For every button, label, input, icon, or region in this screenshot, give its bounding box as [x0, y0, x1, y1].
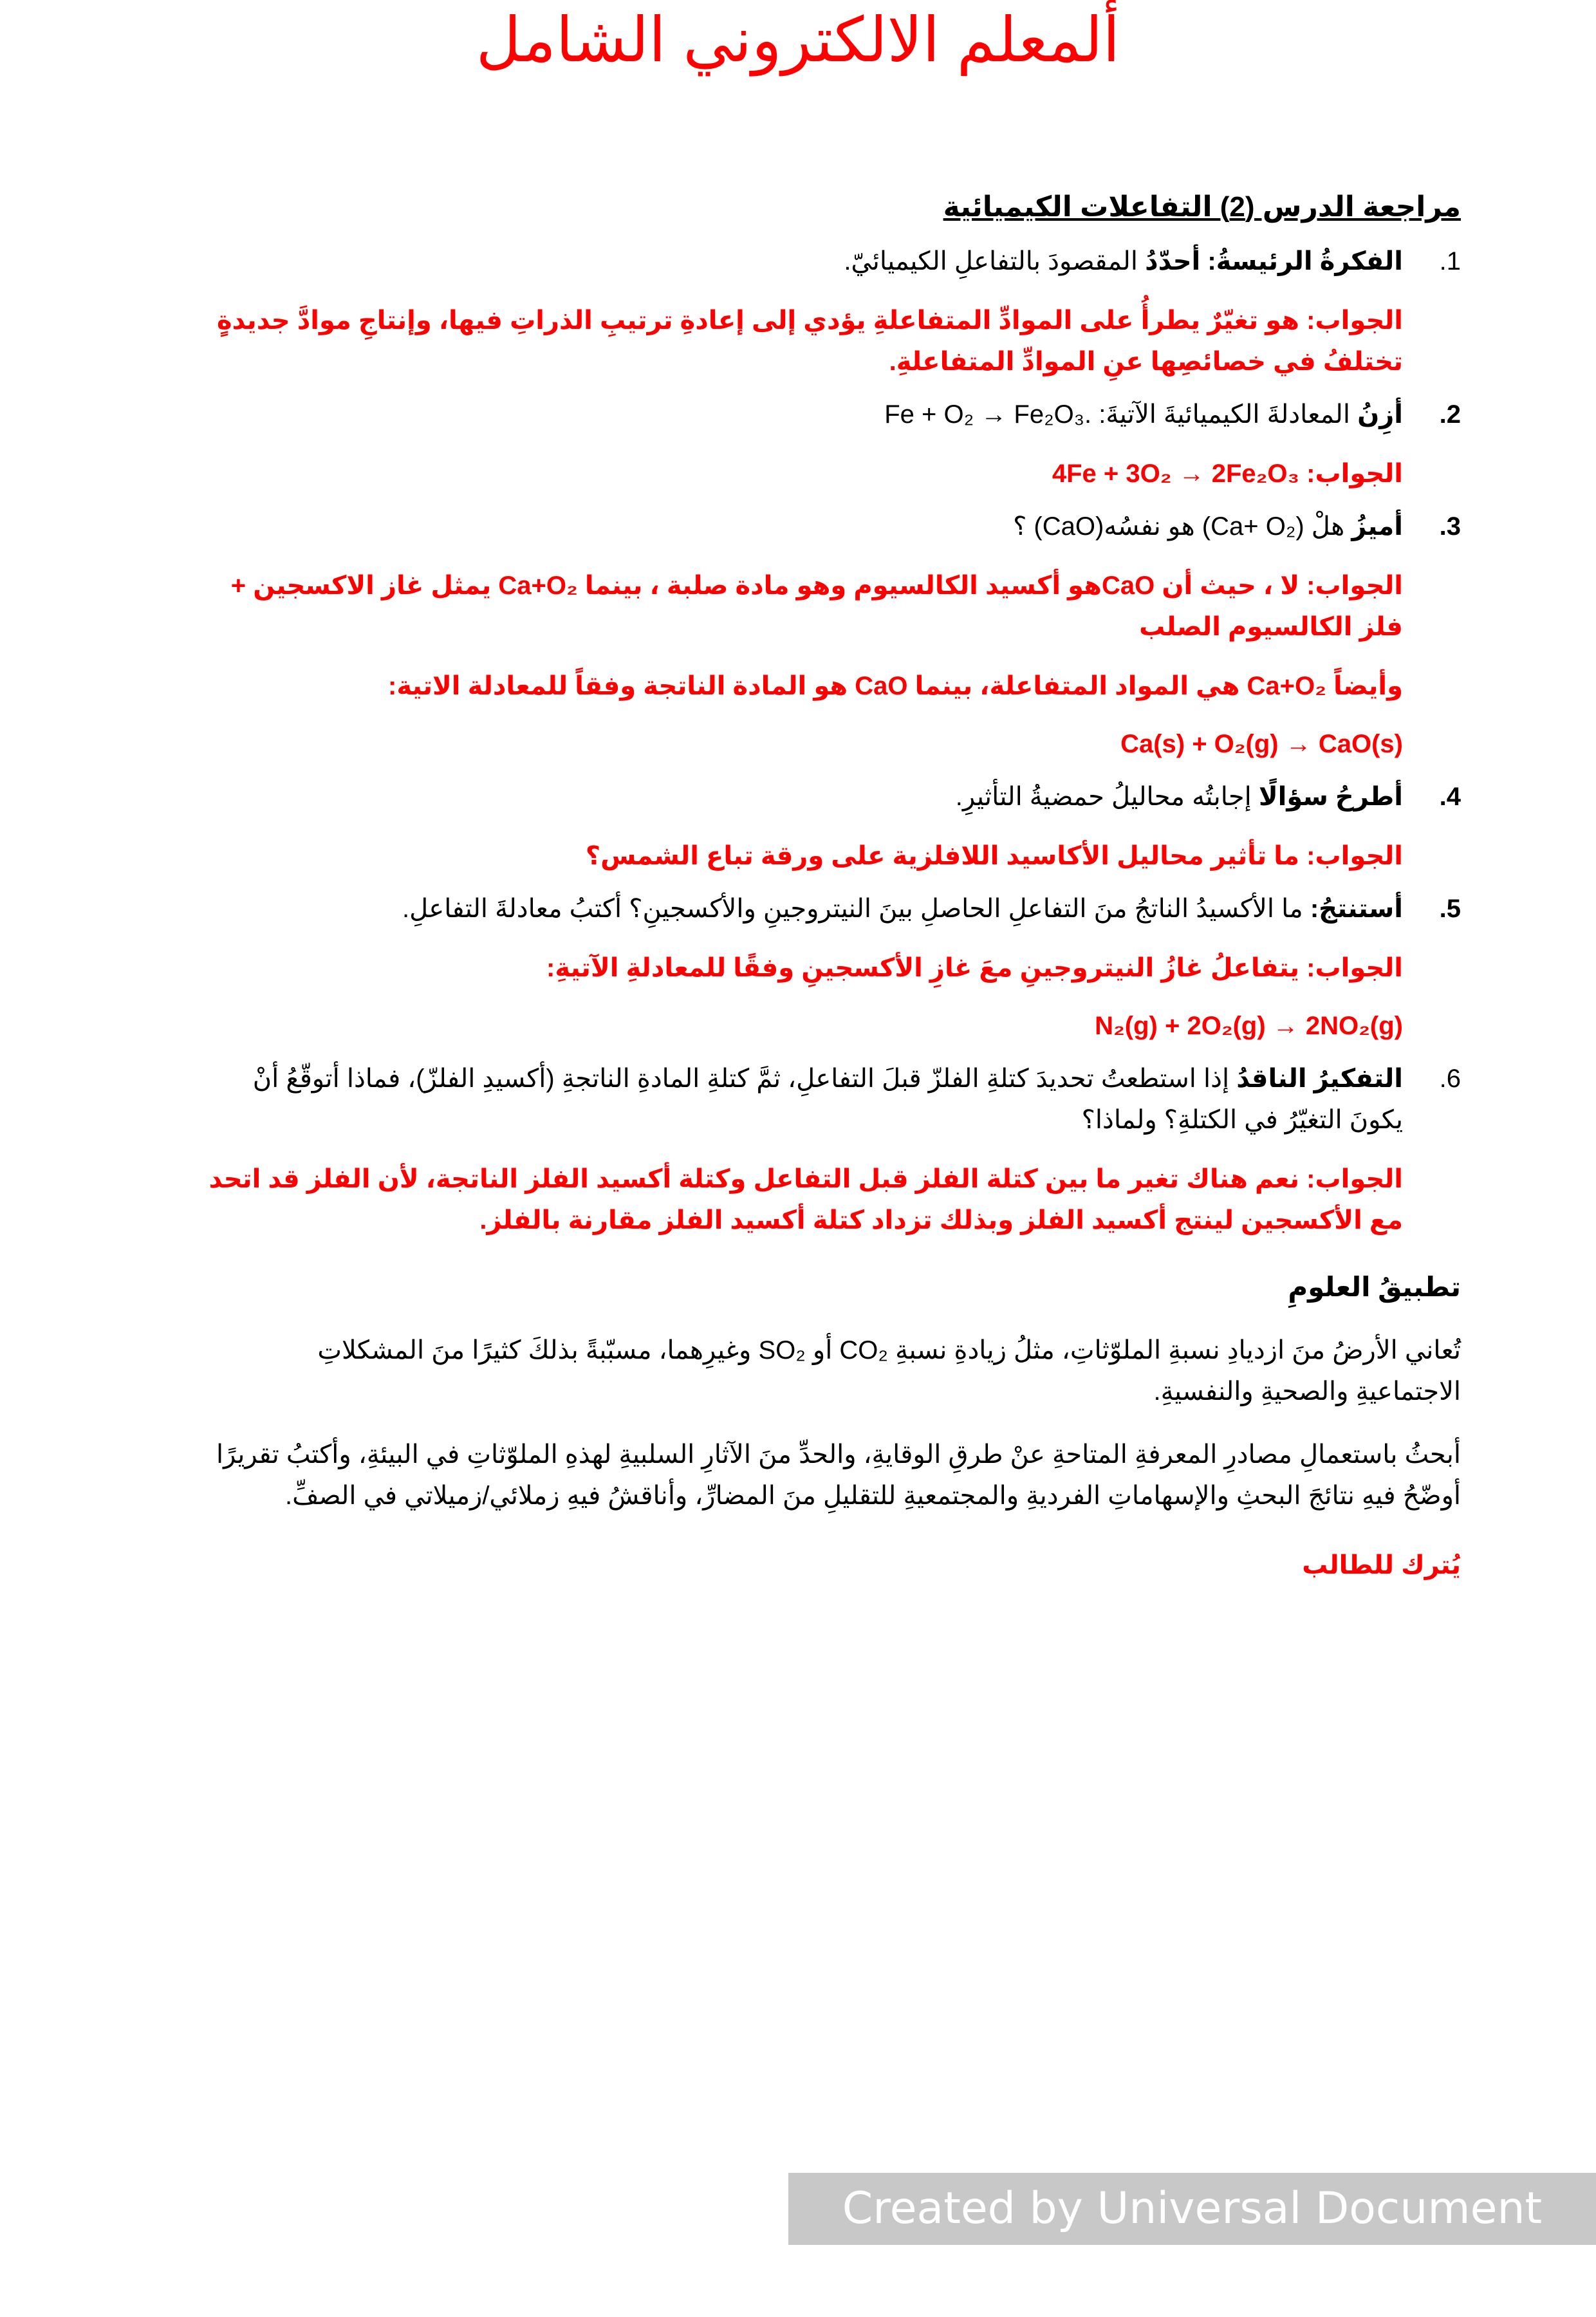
answer-1: الجواب: هو تغيّرٌ يطرأُ على الموادِّ المتفاعلةِ يؤدي إلى إعادةِ ترتيبِ الذراتِ فيها، وإنتاجِ موادَّ جديدةٍ تختلفُ في خصائصِها عنِ الموادِّ المتفاعلةِ.: [216, 306, 1403, 376]
question-6: [206, 1058, 1461, 1140]
equation: Fe + O₂ → Fe₂O₃.: [884, 400, 1092, 429]
application-paragraph: أبحثُ باستعمالِ مصادرِ المعرفةِ المتاحةِ عنْ طرقِ الوقايةِ، والحدِّ منَ الآثارِ السلبيةِ لهذهِ الملوّثاتِ في البيئةِ، وأكتبُ تقريرًا أوضّحُ فيهِ نتائجَ البحثِ والإسهاماتِ الفرديةِ والمجتمعيةِ للتقليلِ منَ المضارِّ، وأناقشُ فيهِ زملائي/زميلاتي في الصفِّ.: [216, 1440, 1461, 1510]
application-paragraph: تُعاني الأرضُ منَ ازديادِ نسبةِ الملوّثاتِ، مثلُ زيادةِ نسبةِ CO₂ أو SO₂ وغيرِهما، مسبّبةً بذلكَ كثيرًا منَ المشكلاتِ الاجتماعيةِ والصحيةِ والنفسيةِ.: [317, 1336, 1461, 1406]
question-number: .2: [1439, 400, 1461, 429]
question-text: [206, 776, 1403, 817]
equation: CaO: [1042, 512, 1095, 541]
answer-equation-text: N₂(g) + 2O₂(g) → 2NO₂(g): [1095, 1012, 1403, 1040]
question-number: .3: [1439, 512, 1461, 541]
answer-4: الجواب: ما تأثير محاليل الأكاسيد اللافلزية على ورقة تباع الشمس؟: [585, 842, 1403, 870]
question-text: [206, 506, 1403, 547]
question-text: [206, 394, 1403, 435]
application-title: تطبيقُ العلومِ: [1288, 1272, 1461, 1302]
question-lead: أزِنُ: [1357, 400, 1403, 429]
section-heading: مراجعة الدرس (2) التفاعلات الكيميائية: [943, 191, 1461, 223]
question-body: إجابتُه محاليلُ حمضيةُ التأثيرِ.: [955, 783, 1259, 811]
answer-3a: الجواب: لا ، حيث أن CaOهو أكسيد الكالسيوم وهو مادة صلبة ، بينما Ca+O₂ يمثل غاز الاكسجين + فلز الكالسيوم الصلب: [230, 572, 1403, 641]
answer-label: الجواب:: [1299, 460, 1403, 488]
question-3: [206, 506, 1461, 547]
question-2: [206, 394, 1461, 435]
answer-equation: [206, 1005, 1461, 1047]
question-lead: الفكرةُ الرئيسةُ: أحدّدُ: [1145, 247, 1403, 275]
question-lead: التفكيرُ الناقدُ: [1236, 1065, 1403, 1093]
question-number: .4: [1439, 783, 1461, 811]
watermark: Created by Universal Document Converter: [788, 2173, 1596, 2245]
question-body: المقصودَ بالتفاعلِ الكيميائيّ.: [844, 247, 1146, 275]
question-text: [206, 241, 1403, 282]
answer-equation-text: Ca(s) + O₂(g) → CaO(s): [1120, 730, 1403, 758]
question-body: هلْ (: [1295, 512, 1352, 541]
lesson-review: [206, 187, 1461, 1586]
question-text: [206, 888, 1403, 929]
page-title: ألمعلم الالكتروني الشامل: [476, 6, 1120, 75]
answer-2: [206, 453, 1461, 494]
question-lead: أستنتجُ:: [1310, 895, 1403, 923]
question-body: المعادلةَ الكيميائيةَ الآتيةَ:: [1091, 400, 1358, 429]
question-4: [206, 776, 1461, 817]
question-text: [206, 1058, 1403, 1140]
question-1: [206, 241, 1461, 282]
equation: Ca+ O₂: [1211, 512, 1296, 541]
answer-6: الجواب: نعم هناك تغير ما بين كتلة الفلز قبل التفاعل وكتلة أكسيد الفلز الناتجة، لأن الفلز قد اتحد مع الأكسجين لينتج أكسيد الفلز وبذلك تزداد كتلة أكسيد الفلز مقارنة بالفلز.: [209, 1165, 1403, 1234]
answer-equation: [206, 723, 1461, 765]
answer-equation: 4Fe + 3O₂ → 2Fe₂O₃: [1052, 460, 1300, 488]
student-note: يُترك للطالب: [1302, 1551, 1461, 1579]
question-body: إذا استطعتُ تحديدَ كتلةِ الفلزّ قبلَ التفاعلِ، ثمَّ كتلةِ المادةِ الناتجةِ (أكسيدِ الفلزّ)، فماذا أتوقّعُ أنْ يكونَ التغيّرُ في الكتلةِ؟ ولماذا؟: [252, 1065, 1403, 1134]
question-number: .5: [1439, 895, 1461, 923]
question-body: ) هو نفسُه(: [1095, 512, 1211, 541]
answer-5: الجواب: يتفاعلُ غازُ النيتروجينِ معَ غازِ الأكسجينِ وفقًا للمعادلةِ الآتيةِ:: [546, 954, 1403, 982]
question-lead: أطرحُ سؤالًا: [1258, 783, 1403, 811]
question-5: [206, 888, 1461, 929]
question-body: ) ؟: [1013, 512, 1043, 541]
question-lead: أميزُ: [1351, 512, 1403, 541]
question-body: ما الأكسيدُ الناتجُ منَ التفاعلِ الحاصلِ بينَ النيتروجينِ والأكسجينِ؟ أكتبُ معادلةَ التفاعلِ.: [402, 895, 1310, 923]
question-number: .1: [1439, 247, 1461, 275]
question-number: .6: [1439, 1065, 1461, 1093]
answer-3b: وأيضاً Ca+O₂ هي المواد المتفاعلة، بينما CaO هو المادة الناتجة وفقاً للمعادلة الاتية:: [388, 672, 1403, 700]
